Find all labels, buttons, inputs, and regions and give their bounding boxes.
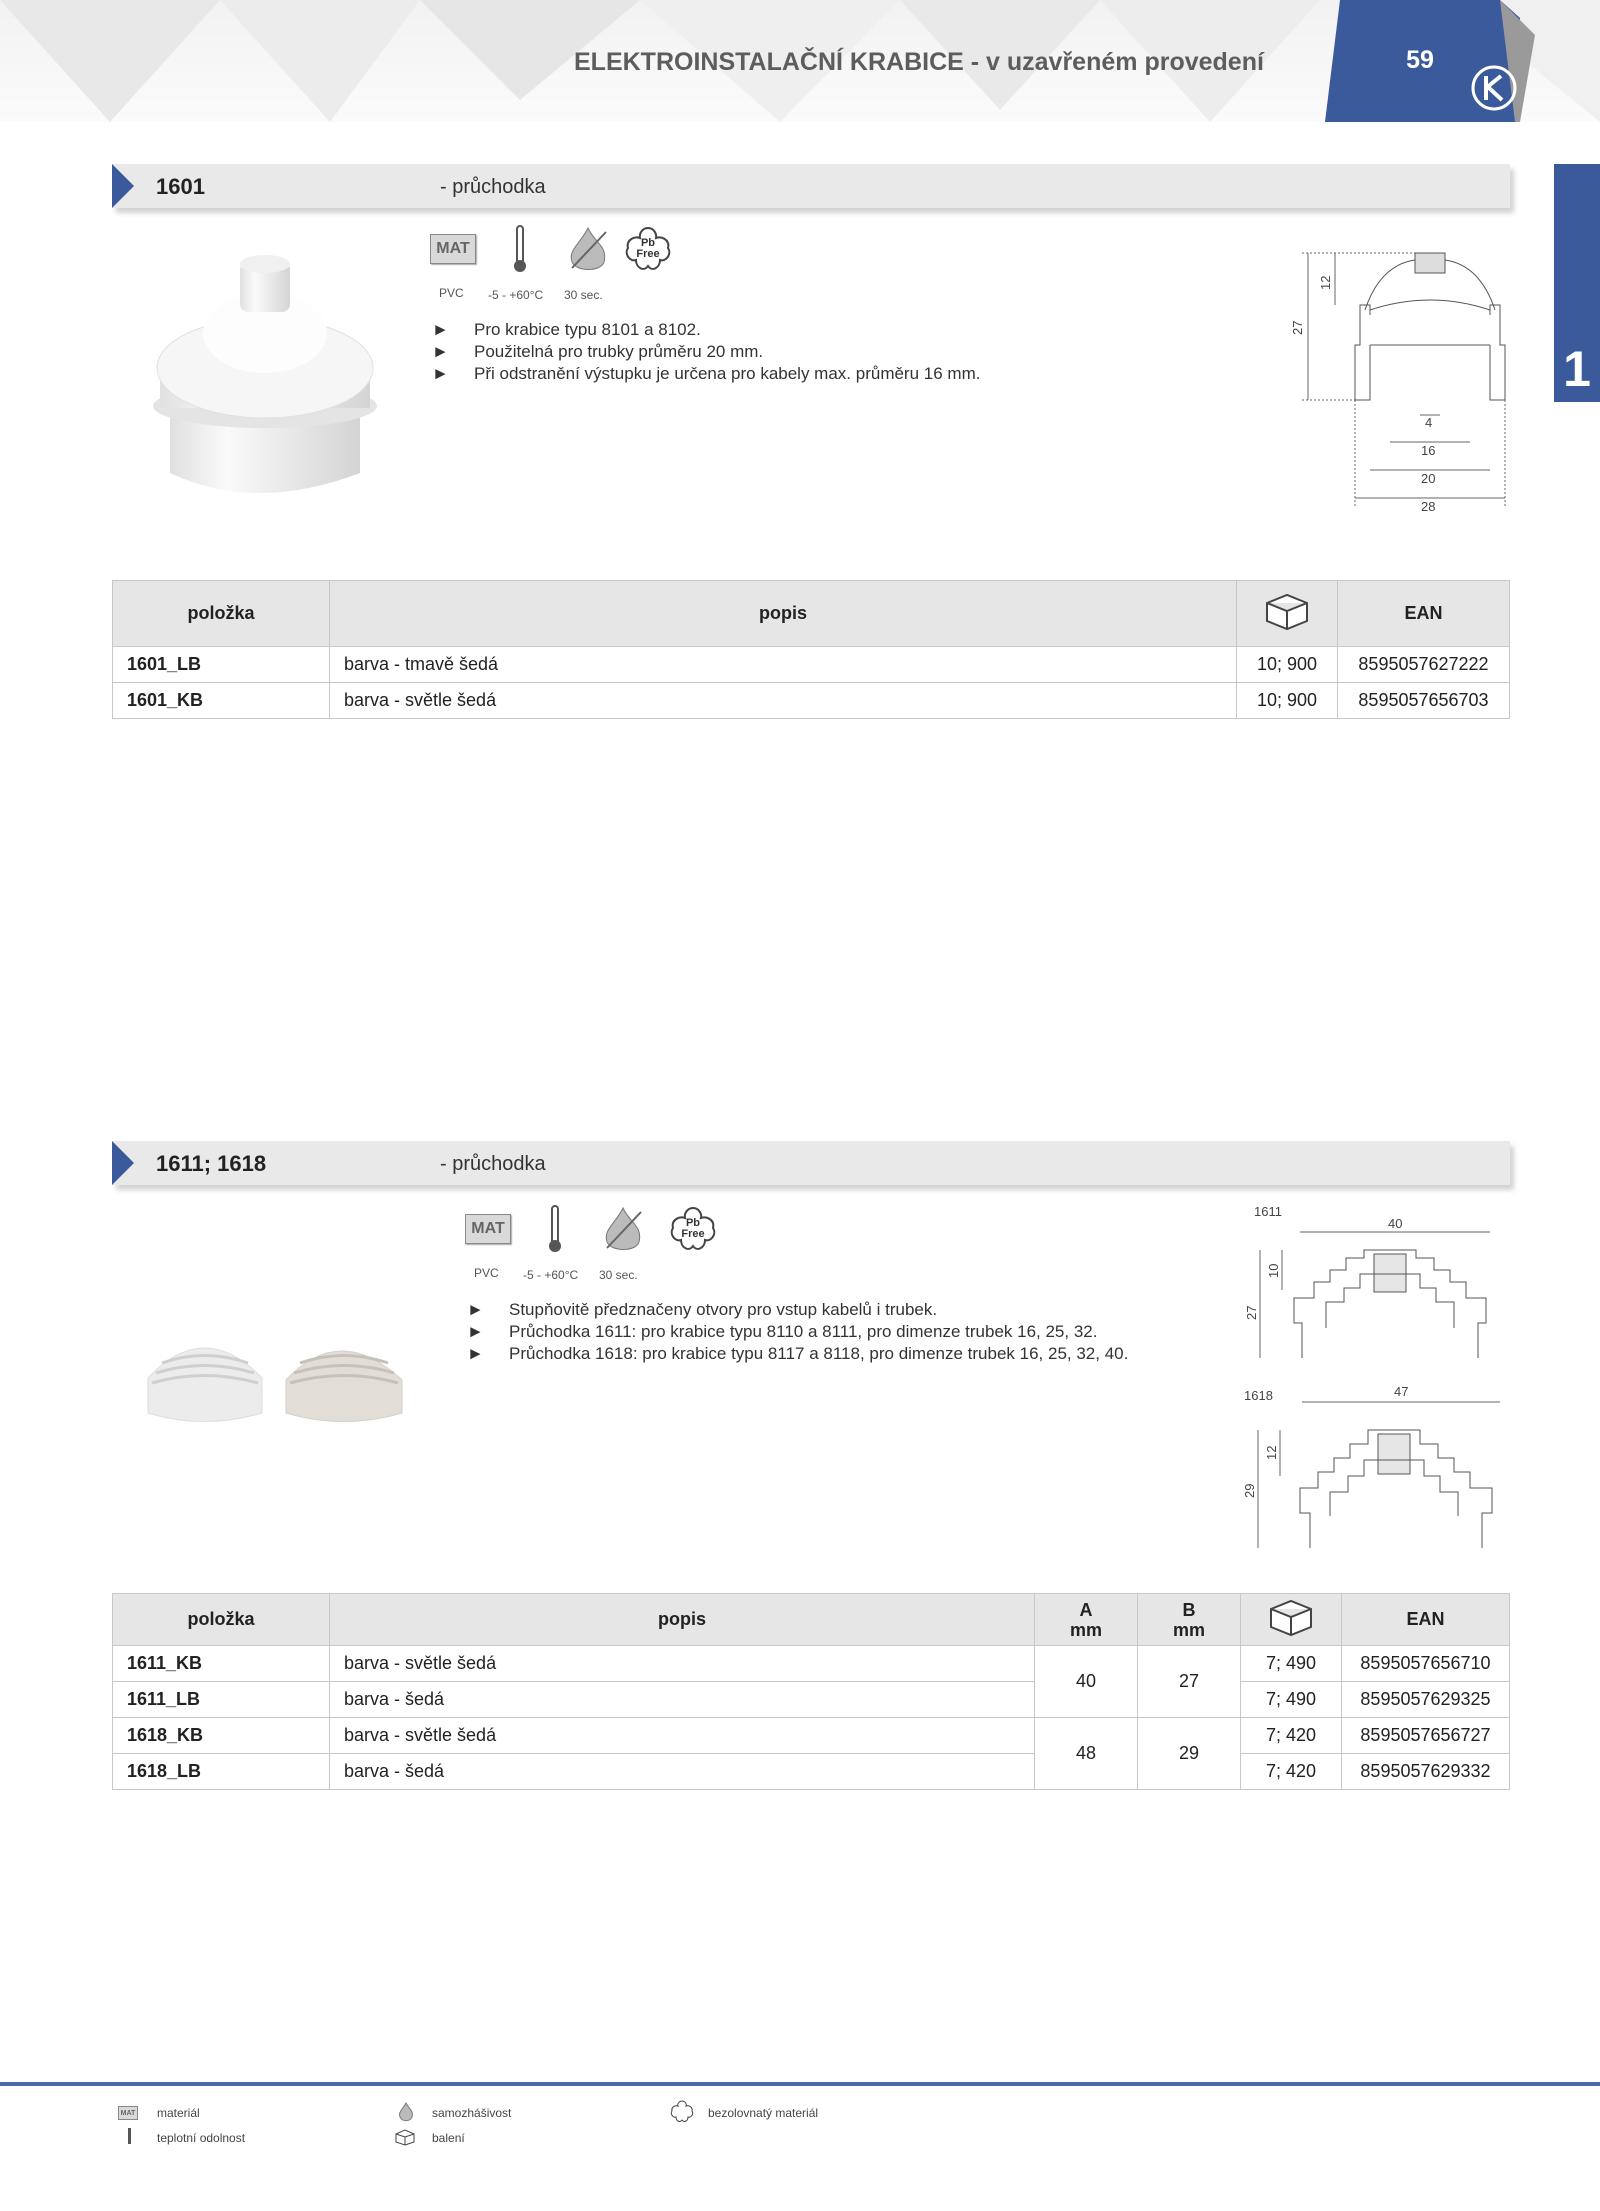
flame-icon [396,2101,416,2123]
technical-drawing-1611-1618 [1230,1198,1510,1568]
product-image-1601 [140,248,390,508]
bullet-arrow-icon: ► [467,1344,484,1363]
dim-1618-width: 47 [1394,1384,1409,1399]
feature-item: ► Pro krabice typu 8101 a 8102. [432,320,701,339]
col-header-item: položka [113,1594,330,1646]
flame-icon [564,224,612,274]
material-icon: MAT [465,1214,511,1244]
product-image-1611-1618 [140,1318,415,1438]
page-title [574,48,1264,77]
page-title-main: ELEKTROINSTALAČNÍ KRABICE [574,48,964,76]
section-code: 1601 [156,174,205,199]
dim-1611-height-total: 27 [1244,1305,1259,1320]
material-icon: MAT [118,2106,138,2120]
col-header-description: popis [330,1594,1035,1646]
dim-1618-height-top: 12 [1264,1445,1279,1460]
col-header-ean: EAN [1342,1594,1510,1646]
page-title-sub: - v uzavřeném provedení [963,48,1264,76]
bullet-arrow-icon: ► [432,342,449,361]
drawing-1618-label: 1618 [1244,1388,1273,1403]
legend-flame: samozhášivost [432,2106,512,2120]
thermometer-icon [127,2128,133,2146]
table-row: 1601_KB barva - světle šedá 10; 900 8595057656703 [113,683,1510,719]
bullet-arrow-icon: ► [467,1300,484,1319]
feature-item: ► Použitelná pro trubky průměru 20 mm. [432,342,764,361]
section-code: 1611; 1618 [156,1151,267,1176]
pb-free-label: Pb Free [636,237,660,260]
drawing-1611-label: 1611 [1254,1204,1282,1219]
box-icon [394,2128,416,2146]
product-table-1611-1618 [112,1593,1510,1790]
legend-temperature: teplotní odolnost [157,2131,246,2145]
bullet-arrow-icon: ► [432,364,449,383]
thermometer-icon [512,224,528,274]
col-header-description: popis [330,581,1237,647]
table-row: 1618_LB barva - šedá 7; 420 8595057629332 [113,1754,1510,1790]
section-arrow-icon [112,1141,134,1185]
flame-icon [599,1204,647,1254]
dim-height-top: 12 [1318,275,1333,290]
thermometer-icon [547,1204,563,1254]
material-icon: MAT [430,234,476,264]
product-table-1601 [112,580,1510,719]
col-header-b: B mm [1138,1594,1241,1646]
col-header-item: položka [113,581,330,647]
dim-1611-height-top: 10 [1266,1263,1281,1278]
legend-lead-free: bezolovnatý materiál [708,2106,819,2120]
col-header-packaging [1241,1594,1342,1646]
material-caption: PVC [474,1266,499,1280]
chapter-number: 1 [1563,341,1591,397]
section-name: - průchodka [440,176,546,198]
box-icon [1267,1597,1315,1637]
material-caption: PVC [439,286,464,300]
footer-divider [0,2082,1600,2086]
dim-height-total: 27 [1290,320,1305,335]
feature-item: ► Průchodka 1618: pro krabice typu 8117 a 8118, pro dimenze trubek 16, 25, 32, 40. [467,1344,1129,1363]
bullet-arrow-icon: ► [467,1322,484,1341]
feature-item: ► Při odstranění výstupku je určena pro kabely max. průměru 16 mm. [432,364,981,383]
col-header-ean: EAN [1338,581,1510,647]
section-arrow-icon [112,164,134,208]
dim-d3: 20 [1421,471,1436,486]
box-icon [1263,591,1311,631]
table-row: 1611_LB barva - šedá 7; 490 8595057629325 [113,1682,1510,1718]
dim-1618-height-total: 29 [1242,1483,1257,1498]
section-name: - průchodka [440,1153,546,1175]
technical-drawing-1601 [1280,245,1530,525]
table-row: 1618_KB barva - světle šedá 48 29 7; 420 8595057656727 [113,1718,1510,1754]
page-number: 59 [1406,46,1434,74]
table-row: 1601_LB barva - tmavě šedá 10; 900 8595057627222 [113,647,1510,683]
dim-d1: 4 [1425,415,1433,430]
col-header-packaging [1237,581,1338,647]
bullet-arrow-icon: ► [432,320,449,339]
flame-caption: 30 sec. [564,288,603,302]
pb-free-label: Pb Free [681,1217,705,1240]
legend-packaging: balení [432,2131,465,2145]
temperature-caption: -5 - +60°C [488,288,544,302]
flame-caption: 30 sec. [599,1268,638,1282]
feature-item: ► Průchodka 1611: pro krabice typu 8110 a 8111, pro dimenze trubek 16, 25, 32. [467,1322,1098,1341]
col-header-a: A mm [1035,1594,1138,1646]
dim-d2: 16 [1421,443,1436,458]
table-row: 1611_KB barva - světle šedá 40 27 7; 490 8595057656710 [113,1646,1510,1682]
temperature-caption: -5 - +60°C [523,1268,579,1282]
section-1611-header [112,1141,1510,1185]
feature-item: ► Stupňovitě předznačeny otvory pro vstup kabelů i trubek. [467,1300,938,1319]
dim-1611-width: 40 [1388,1216,1403,1231]
section-1601-header [112,164,1510,208]
dim-d4: 28 [1421,499,1436,514]
legend-material: materiál [157,2106,200,2120]
pb-free-icon [670,2100,694,2124]
